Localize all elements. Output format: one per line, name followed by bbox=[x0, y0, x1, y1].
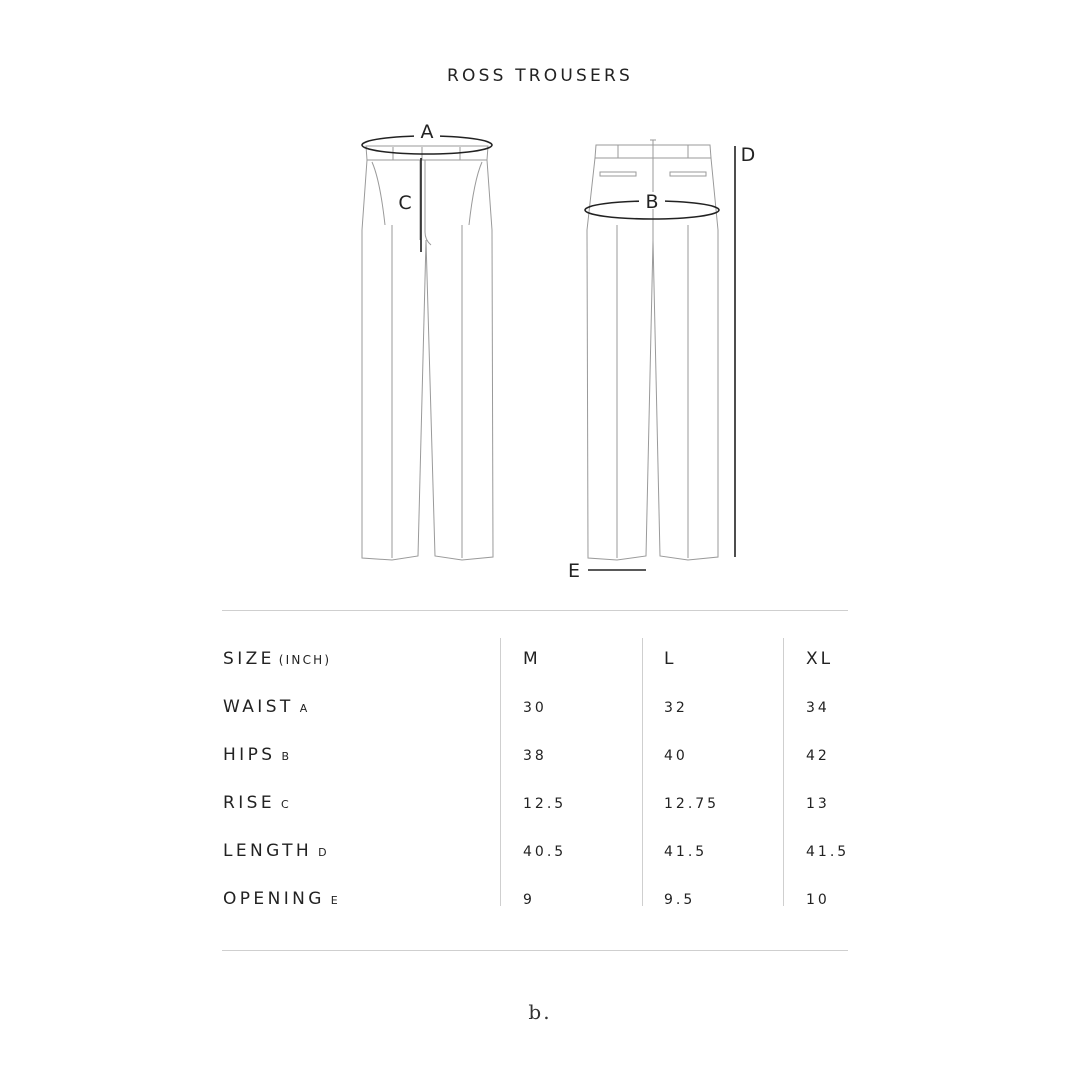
label-d: D bbox=[740, 144, 756, 166]
label-c: C bbox=[398, 192, 412, 214]
cell-hips-xl: 42 bbox=[806, 748, 830, 764]
size-header-label bbox=[223, 649, 331, 670]
row-label-hips bbox=[223, 745, 291, 767]
cell-waist-l: 32 bbox=[664, 700, 688, 716]
front-view-sketch bbox=[362, 146, 493, 560]
size-column-header-l: L bbox=[664, 649, 677, 669]
row-name: LENGTH bbox=[223, 841, 313, 861]
row-label-length bbox=[223, 841, 329, 863]
page-title: ROSS TROUSERS bbox=[447, 66, 633, 86]
row-key: E bbox=[330, 894, 340, 907]
row-name: RISE bbox=[223, 793, 275, 813]
cell-length-m: 40.5 bbox=[523, 844, 567, 860]
size-label: SIZE bbox=[223, 649, 275, 669]
row-key: D bbox=[318, 846, 329, 859]
row-key: A bbox=[299, 702, 310, 715]
row-label-waist bbox=[223, 697, 309, 719]
row-label-rise bbox=[223, 793, 291, 815]
size-column-header-m: M bbox=[523, 649, 541, 669]
column-divider bbox=[500, 638, 501, 906]
cell-hips-l: 40 bbox=[664, 748, 688, 764]
label-b: B bbox=[645, 191, 659, 213]
brand-mark: b. bbox=[528, 1000, 552, 1024]
cell-length-l: 41.5 bbox=[664, 844, 708, 860]
cell-length-xl: 41.5 bbox=[806, 844, 850, 860]
row-key: C bbox=[280, 798, 291, 811]
cell-rise-l: 12.75 bbox=[664, 796, 720, 812]
label-a: A bbox=[420, 121, 434, 143]
cell-rise-xl: 13 bbox=[806, 796, 830, 812]
cell-hips-m: 38 bbox=[523, 748, 547, 764]
cell-opening-xl: 10 bbox=[806, 892, 830, 908]
table-top-divider bbox=[222, 610, 848, 611]
size-column-header-xl: XL bbox=[806, 649, 834, 669]
cell-waist-m: 30 bbox=[523, 700, 547, 716]
row-name: WAIST bbox=[223, 697, 294, 717]
row-key: B bbox=[281, 750, 291, 763]
cell-waist-xl: 34 bbox=[806, 700, 830, 716]
row-label-opening bbox=[223, 889, 340, 911]
cell-opening-l: 9.5 bbox=[664, 892, 696, 908]
label-e: E bbox=[567, 560, 581, 582]
unit-label: (INCH) bbox=[278, 653, 332, 667]
cell-opening-m: 9 bbox=[523, 892, 535, 908]
row-name: OPENING bbox=[223, 889, 325, 909]
cell-rise-m: 12.5 bbox=[523, 796, 567, 812]
column-divider bbox=[642, 638, 643, 906]
table-bottom-divider bbox=[222, 950, 848, 951]
row-name: HIPS bbox=[223, 745, 276, 765]
column-divider bbox=[783, 638, 784, 906]
